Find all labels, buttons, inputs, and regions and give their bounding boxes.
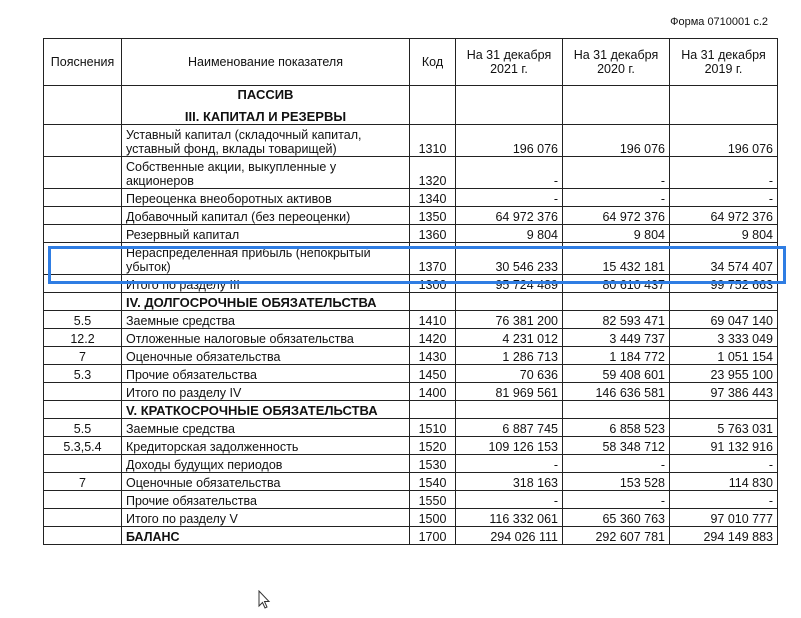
value-2020: 58 348 712 bbox=[563, 437, 670, 455]
indicator-name: Уставный капитал (складочный капитал, уставный фонд, вклады товарищей) bbox=[122, 125, 410, 157]
value-2020: 6 858 523 bbox=[563, 419, 670, 437]
value-2019: - bbox=[670, 455, 778, 473]
table-row-1310 bbox=[44, 125, 778, 157]
indicator-name: Собственные акции, выкупленные у акционеров bbox=[122, 157, 410, 189]
section-s4-title: IV. ДОЛГОСРОЧНЫЕ ОБЯЗАТЕЛЬСТВА bbox=[122, 293, 410, 311]
note-cell bbox=[44, 225, 122, 243]
value-2020: 80 610 437 bbox=[563, 275, 670, 293]
code-cell: 1340 bbox=[410, 189, 456, 207]
value-2019: 23 955 100 bbox=[670, 365, 778, 383]
note-cell bbox=[44, 243, 122, 275]
section-title-row bbox=[44, 293, 778, 311]
empty-cell bbox=[670, 401, 778, 419]
empty-cell bbox=[456, 401, 563, 419]
empty-cell bbox=[670, 293, 778, 311]
note-cell bbox=[44, 157, 122, 189]
value-2021: 30 546 233 bbox=[456, 243, 563, 275]
empty-cell bbox=[410, 293, 456, 311]
value-2021: 196 076 bbox=[456, 125, 563, 157]
value-2020: - bbox=[563, 455, 670, 473]
table-row-1340 bbox=[44, 189, 778, 207]
value-2020: 82 593 471 bbox=[563, 311, 670, 329]
code-cell: 1550 bbox=[410, 491, 456, 509]
indicator-name: Итого по разделу V bbox=[122, 509, 410, 527]
indicator-name: Отложенные налоговые обязательства bbox=[122, 329, 410, 347]
value-2020: 59 408 601 bbox=[563, 365, 670, 383]
indicator-name: Переоценка внеоборотных активов bbox=[122, 189, 410, 207]
value-2020: 9 804 bbox=[563, 225, 670, 243]
value-2021: 70 636 bbox=[456, 365, 563, 383]
note-cell bbox=[44, 491, 122, 509]
table-row-1450 bbox=[44, 365, 778, 383]
value-2021: 1 286 713 bbox=[456, 347, 563, 365]
value-2019: 97 010 777 bbox=[670, 509, 778, 527]
header-2019: На 31 декабря 2019 г. bbox=[670, 39, 778, 86]
header-notes: Пояснения bbox=[44, 39, 122, 86]
empty-cell bbox=[44, 293, 122, 311]
value-2021: 294 026 111 bbox=[456, 527, 563, 545]
value-2020: 146 636 581 bbox=[563, 383, 670, 401]
empty-cell bbox=[563, 401, 670, 419]
indicator-name: Итого по разделу III bbox=[122, 275, 410, 293]
value-2019: 9 804 bbox=[670, 225, 778, 243]
table-row-1400 bbox=[44, 383, 778, 401]
value-2021: - bbox=[456, 491, 563, 509]
value-2019: - bbox=[670, 157, 778, 189]
value-2020: - bbox=[563, 491, 670, 509]
header-code: Код bbox=[410, 39, 456, 86]
table-row-1700 bbox=[44, 527, 778, 545]
code-cell: 1420 bbox=[410, 329, 456, 347]
note-cell bbox=[44, 207, 122, 225]
table-header-row bbox=[44, 39, 778, 86]
value-2020: 1 184 772 bbox=[563, 347, 670, 365]
value-2019: - bbox=[670, 491, 778, 509]
value-2020: 64 972 376 bbox=[563, 207, 670, 225]
value-2019: 5 763 031 bbox=[670, 419, 778, 437]
value-2021: 95 724 489 bbox=[456, 275, 563, 293]
section-title-row bbox=[44, 86, 778, 125]
note-cell: 5.5 bbox=[44, 311, 122, 329]
note-cell bbox=[44, 527, 122, 545]
section-3-title: III. КАПИТАЛ И РЕЗЕРВЫ bbox=[184, 109, 347, 124]
empty-cell bbox=[563, 293, 670, 311]
code-cell: 1320 bbox=[410, 157, 456, 189]
table-row-1520 bbox=[44, 437, 778, 455]
note-cell bbox=[44, 189, 122, 207]
code-cell: 1300 bbox=[410, 275, 456, 293]
value-2019: 69 047 140 bbox=[670, 311, 778, 329]
code-cell: 1530 bbox=[410, 455, 456, 473]
value-2021: 318 163 bbox=[456, 473, 563, 491]
value-2019: 1 051 154 bbox=[670, 347, 778, 365]
indicator-name: Прочие обязательства bbox=[122, 491, 410, 509]
value-2020: 292 607 781 bbox=[563, 527, 670, 545]
note-cell bbox=[44, 455, 122, 473]
value-2019: 294 149 883 bbox=[670, 527, 778, 545]
value-2020: 3 449 737 bbox=[563, 329, 670, 347]
value-2021: 109 126 153 bbox=[456, 437, 563, 455]
table-row-1410 bbox=[44, 311, 778, 329]
value-2020: - bbox=[563, 189, 670, 207]
indicator-name: Прочие обязательства bbox=[122, 365, 410, 383]
header-2021: На 31 декабря 2021 г. bbox=[456, 39, 563, 86]
value-2019: 34 574 407 bbox=[670, 243, 778, 275]
note-cell: 5.5 bbox=[44, 419, 122, 437]
table-row-1320 bbox=[44, 157, 778, 189]
note-cell bbox=[44, 509, 122, 527]
indicator-name: Заемные средства bbox=[122, 311, 410, 329]
value-2019: 196 076 bbox=[670, 125, 778, 157]
indicator-name: Итого по разделу IV bbox=[122, 383, 410, 401]
header-2020: На 31 декабря 2020 г. bbox=[563, 39, 670, 86]
mouse-pointer-icon bbox=[258, 590, 272, 610]
code-cell: 1370 bbox=[410, 243, 456, 275]
value-2021: 81 969 561 bbox=[456, 383, 563, 401]
table-row-1510 bbox=[44, 419, 778, 437]
indicator-name: Кредиторская задолженность bbox=[122, 437, 410, 455]
value-2021: 64 972 376 bbox=[456, 207, 563, 225]
section-s5-title: V. КРАТКОСРОЧНЫЕ ОБЯЗАТЕЛЬСТВА bbox=[122, 401, 410, 419]
note-cell bbox=[44, 275, 122, 293]
value-2021: 76 381 200 bbox=[456, 311, 563, 329]
code-cell: 1310 bbox=[410, 125, 456, 157]
value-2019: - bbox=[670, 189, 778, 207]
value-2020: - bbox=[563, 157, 670, 189]
code-cell: 1520 bbox=[410, 437, 456, 455]
indicator-name: Резервный капитал bbox=[122, 225, 410, 243]
note-cell bbox=[44, 383, 122, 401]
empty-cell bbox=[410, 401, 456, 419]
table-row-1370 bbox=[44, 243, 778, 275]
note-cell: 5.3 bbox=[44, 365, 122, 383]
empty-cell bbox=[456, 293, 563, 311]
value-2019: 91 132 916 bbox=[670, 437, 778, 455]
value-2021: - bbox=[456, 455, 563, 473]
value-2020: 15 432 181 bbox=[563, 243, 670, 275]
code-cell: 1410 bbox=[410, 311, 456, 329]
empty-cell bbox=[44, 401, 122, 419]
code-cell: 1540 bbox=[410, 473, 456, 491]
indicator-name: БАЛАНС bbox=[122, 527, 410, 545]
value-2020: 153 528 bbox=[563, 473, 670, 491]
table-row-1420 bbox=[44, 329, 778, 347]
value-2019: 97 386 443 bbox=[670, 383, 778, 401]
code-cell: 1350 bbox=[410, 207, 456, 225]
indicator-name: Оценочные обязательства bbox=[122, 473, 410, 491]
value-2020: 196 076 bbox=[563, 125, 670, 157]
table-row-1550 bbox=[44, 491, 778, 509]
balance-sheet-table bbox=[43, 38, 778, 545]
indicator-name: Доходы будущих периодов bbox=[122, 455, 410, 473]
code-cell: 1700 bbox=[410, 527, 456, 545]
table-row-1350 bbox=[44, 207, 778, 225]
value-2021: 116 332 061 bbox=[456, 509, 563, 527]
value-2019: 114 830 bbox=[670, 473, 778, 491]
indicator-name: Оценочные обязательства bbox=[122, 347, 410, 365]
note-cell: 12.2 bbox=[44, 329, 122, 347]
code-cell: 1430 bbox=[410, 347, 456, 365]
code-cell: 1400 bbox=[410, 383, 456, 401]
value-2019: 64 972 376 bbox=[670, 207, 778, 225]
code-cell: 1510 bbox=[410, 419, 456, 437]
value-2021: 6 887 745 bbox=[456, 419, 563, 437]
table-row-1430 bbox=[44, 347, 778, 365]
value-2021: - bbox=[456, 157, 563, 189]
table-row-1360 bbox=[44, 225, 778, 243]
value-2020: 65 360 763 bbox=[563, 509, 670, 527]
value-2021: 9 804 bbox=[456, 225, 563, 243]
section-liabilities-title: ПАССИВ bbox=[237, 87, 294, 102]
note-cell: 7 bbox=[44, 347, 122, 365]
indicator-name: Добавочный капитал (без переоценки) bbox=[122, 207, 410, 225]
table-row-1500 bbox=[44, 509, 778, 527]
code-cell: 1450 bbox=[410, 365, 456, 383]
indicator-name: Нераспределенная прибыль (непокрытый убыток) bbox=[122, 243, 410, 275]
section-title-row bbox=[44, 401, 778, 419]
value-2021: 4 231 012 bbox=[456, 329, 563, 347]
code-cell: 1360 bbox=[410, 225, 456, 243]
value-2019: 3 333 049 bbox=[670, 329, 778, 347]
table-row-1530 bbox=[44, 455, 778, 473]
value-2019: 99 752 663 bbox=[670, 275, 778, 293]
note-cell bbox=[44, 125, 122, 157]
indicator-name: Заемные средства bbox=[122, 419, 410, 437]
note-cell: 7 bbox=[44, 473, 122, 491]
header-name: Наименование показателя bbox=[122, 39, 410, 86]
value-2021: - bbox=[456, 189, 563, 207]
table-row-1540 bbox=[44, 473, 778, 491]
table-row-1300 bbox=[44, 275, 778, 293]
form-code: Форма 0710001 с.2 bbox=[670, 16, 768, 28]
code-cell: 1500 bbox=[410, 509, 456, 527]
note-cell: 5.3,5.4 bbox=[44, 437, 122, 455]
